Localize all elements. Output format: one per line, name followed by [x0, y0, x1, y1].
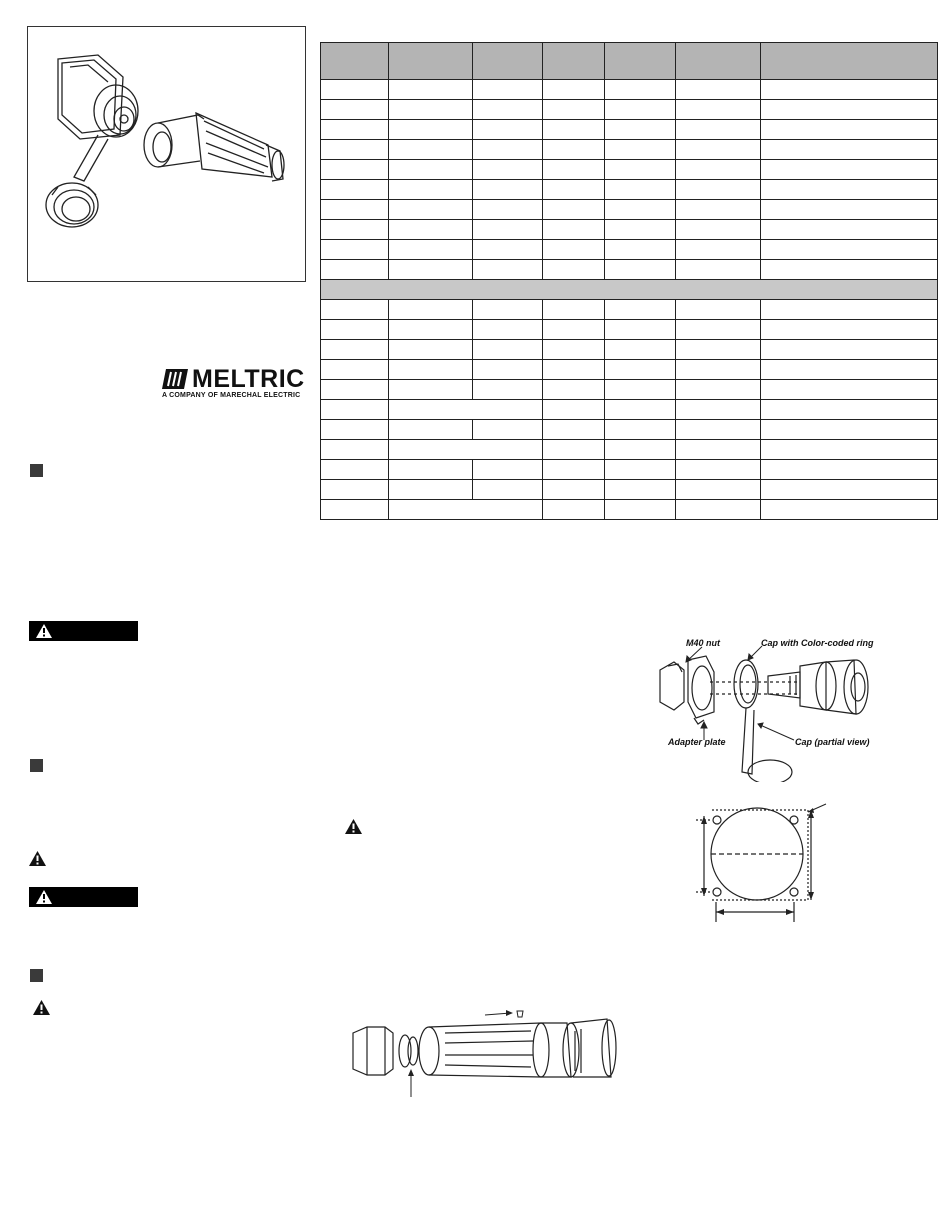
table-row: [321, 80, 938, 100]
spec-table: [320, 42, 938, 520]
table-row: [321, 200, 938, 220]
table-row: [321, 460, 938, 480]
table-row: [321, 440, 938, 460]
label-cap-partial-view: Cap (partial view): [795, 737, 870, 747]
label-cap-color-ring: Cap with Color-coded ring: [761, 638, 874, 648]
table-row: [321, 340, 938, 360]
table-row: [321, 360, 938, 380]
table-header-cell: [473, 43, 543, 80]
table-row: [321, 220, 938, 240]
warning-triangle-icon: [35, 623, 53, 639]
warning-triangle-icon: [344, 818, 363, 835]
table-row: [321, 420, 938, 440]
plug-assembly-diagram: [345, 1005, 620, 1100]
table-row: [321, 240, 938, 260]
panel-mounting-diagram: [650, 632, 920, 782]
table-header-cell: [676, 43, 761, 80]
section-bullet-icon: [30, 464, 43, 477]
warning-triangle-icon: [32, 999, 51, 1016]
exploded-view-illustration: [650, 632, 920, 782]
warning-banner: [29, 887, 138, 907]
table-header-cell: [605, 43, 676, 80]
table-header-cell: [761, 43, 938, 80]
plug-and-receptacle-illustration: [28, 27, 305, 281]
table-row: [321, 400, 938, 420]
table-row: [321, 100, 938, 120]
meltric-logo: [162, 365, 308, 404]
section-bullet-icon: [30, 969, 43, 982]
meltric-mark-icon: [162, 368, 190, 390]
table-row: [321, 180, 938, 200]
table-row: [321, 500, 938, 520]
product-illustration: [27, 26, 306, 282]
table-row: [321, 120, 938, 140]
table-row: [321, 380, 938, 400]
warning-triangle-icon: [28, 850, 47, 867]
table-header-cell: [543, 43, 605, 80]
warning-banner: [29, 621, 138, 641]
table-section-band: [321, 280, 938, 300]
table-row: [321, 300, 938, 320]
table-row: [321, 160, 938, 180]
label-m40-nut: M40 nut: [686, 638, 721, 648]
panel-cutout-diagram: [690, 800, 840, 930]
label-adapter-plate: Adapter plate: [668, 737, 726, 747]
table-row: [321, 320, 938, 340]
table-row: [321, 140, 938, 160]
warning-triangle-icon: [35, 889, 53, 905]
table-row: [321, 260, 938, 280]
logo-wordmark: MELTRIC: [192, 365, 305, 393]
table-row: [321, 480, 938, 500]
table-header-cell: [389, 43, 473, 80]
section-bullet-icon: [30, 759, 43, 772]
logo-tagline: A COMPANY OF MARECHAL ELECTRIC: [162, 392, 301, 399]
table-header-row: [321, 43, 938, 80]
table-header-cell: [321, 43, 389, 80]
